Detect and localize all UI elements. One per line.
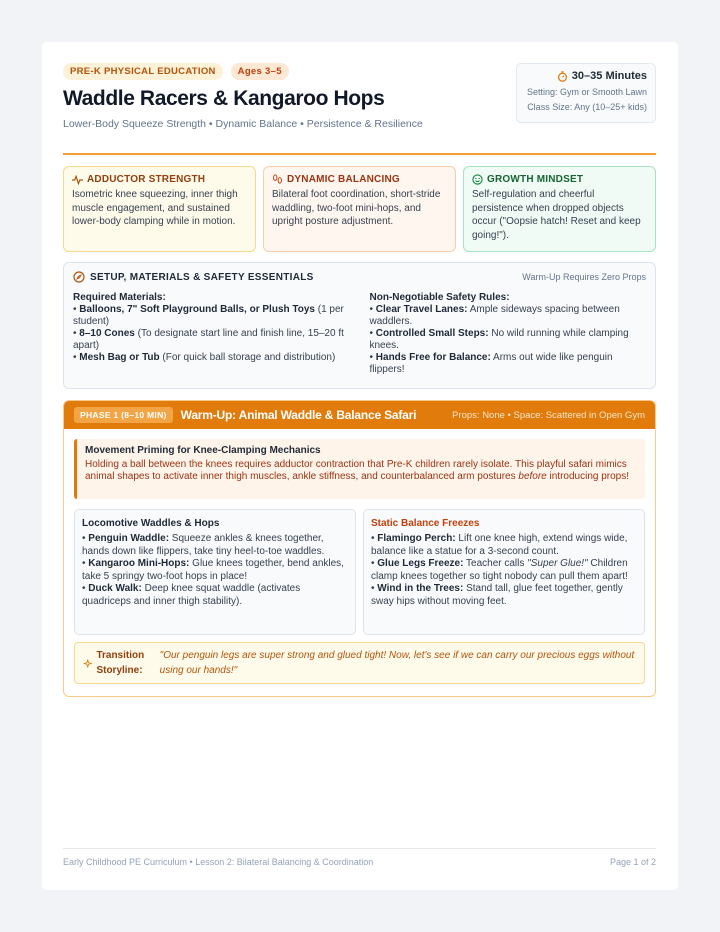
list-item: • Wind in the Trees: Stand tall, glue feet together, gently sway hips without moving feet. [371,583,637,608]
list-item: • Clear Travel Lanes: Ample sideways spacing between waddlers. [370,304,647,328]
card-body: Isometric knee squeezing, inner thigh muscle engagement, and sustained lower-body clamping while in motion. [72,189,238,227]
phase-title: Warm-Up: Animal Waddle & Balance Safari [180,408,417,422]
list-item: • Controlled Small Steps: No wild running while clamping knees. [370,328,647,352]
subject-badge: PRE-K PHYSICAL EDUCATION [63,63,223,80]
list-item: • Mesh Bag or Tub (For quick ball storage and distribution) [73,352,350,364]
sparkle-icon [83,658,92,669]
static-balance-box [363,509,645,635]
safety-heading: Non-Negotiable Safety Rules: [369,292,510,303]
safety-column [370,291,647,376]
materials-column [73,291,350,376]
move-box-title: Locomotive Waddles & Hops [82,518,220,529]
priming-text: Holding a ball between the knees requires adductor contraction that Pre-K children rarely isolate. This playful safari mimics animal shapes to activate inner thigh muscles, ankle stiffness, and counterbalanced arm postures before introducing props! [85,459,630,482]
list-item: • Kangaroo Mini-Hops: Glue knees together, bend ankles, take 5 springy two-foot hops in place! [82,558,348,583]
smile-icon [472,174,483,185]
card-title: ADDUCTOR STRENGTH [87,174,206,185]
lesson-title: Waddle Racers & Kangaroo Hops [63,87,385,110]
focus-card-mindset [463,166,656,252]
compass-icon [73,271,85,283]
phase-1-section [63,400,656,697]
transition-label: Transition Storyline: [96,650,145,676]
lesson-meta-box [516,63,656,123]
transition-storyline [74,642,645,684]
card-body: Bilateral foot coordination, short-stride waddling, two-foot mini-hops, and upright posture adjustment. [272,189,441,227]
setup-section [63,262,656,389]
list-item: • Duck Walk: Deep knee squat waddle (activates quadriceps and inner thigh stability). [82,583,348,608]
stopwatch-icon [557,71,568,82]
age-badge: Ages 3–5 [231,63,289,80]
phase-header-bar [64,401,655,429]
list-item: • Penguin Waddle: Squeeze ankles & knees together, hands down like flippers, take tiny heel-to-toe waddles. [82,533,348,558]
setup-title: SETUP, MATERIALS & SAFETY ESSENTIALS [90,271,314,283]
focus-card-balancing [263,166,456,252]
priming-callout [74,439,645,499]
lesson-header [63,63,656,155]
footprints-icon [272,174,283,185]
page-footer [63,848,656,867]
focus-cards [63,166,656,252]
footer-course: Early Childhood PE Curriculum • Lesson 2: Bilateral Balancing & Coordination [63,857,374,867]
transition-text: "Our penguin legs are super strong and glued tight! Now, let's see if we can carry our precious eggs without using our hands!" [159,650,635,676]
duration-text: 30–35 Minutes [571,70,647,82]
class-size-text: Class Size: Any (10–25+ kids) [527,102,647,112]
list-item: • Glue Legs Freeze: Teacher calls "Super Glue!" Children clamp knees together so tight nobody can pull them apart! [371,558,637,583]
card-body: Self-regulation and cheerful persistence when dropped objects occur ("Oopsie hatch! Reset and keep going!"). [472,189,641,241]
card-title: GROWTH MINDSET [487,174,584,185]
pulse-icon [72,175,83,185]
phase-props: Props: None • Space: Scattered in Open Gym [452,409,645,421]
locomotive-moves-box [74,509,356,635]
footer-page-number: Page 1 of 2 [609,857,656,867]
list-item: • Balloons, 7" Soft Playground Balls, or Plush Toys (1 per student) [73,304,350,328]
list-item: • Hands Free for Balance: Arms out wide like penguin flippers! [370,352,647,376]
focus-card-adductor [63,166,256,252]
setup-note: Warm-Up Requires Zero Props [522,272,646,282]
lesson-subtitle: Lower-Body Squeeze Strength • Dynamic Balance • Persistence & Resilience [63,118,423,130]
phase-tag: PHASE 1 (8–10 MIN) [74,407,173,423]
setting-text: Setting: Gym or Smooth Lawn [526,87,647,97]
list-item: • Flamingo Perch: Lift one knee high, extend wings wide, balance like a statue for a 3-second count. [371,533,637,558]
move-box-title: Static Balance Freezes [371,518,480,529]
list-item: • 8–10 Cones (To designate start line and finish line, 15–20 ft apart) [73,328,350,352]
materials-heading: Required Materials: [73,292,166,303]
lesson-page [42,42,678,890]
priming-title: Movement Priming for Knee-Clamping Mechanics [85,445,321,456]
card-title: DYNAMIC BALANCING [287,174,400,185]
